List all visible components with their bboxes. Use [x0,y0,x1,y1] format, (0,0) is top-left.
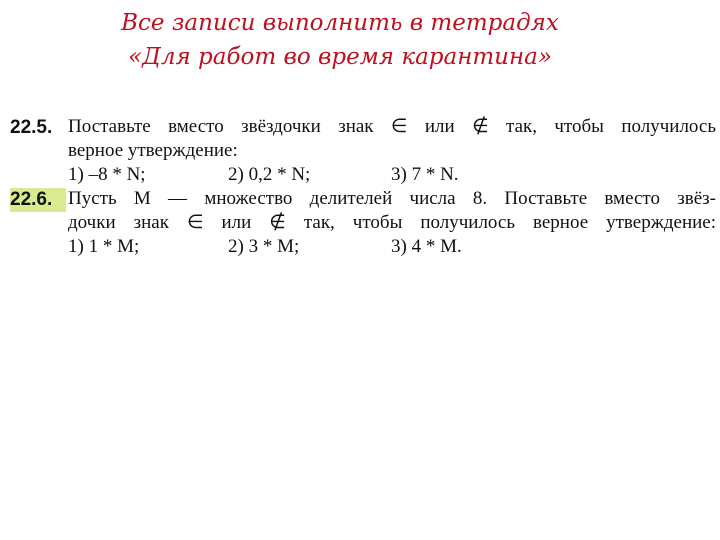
problem-item: 3) 7 * N. [391,164,459,185]
problem-text-line: верное утверждение: [68,140,238,161]
problem-item: 2) 0,2 * N; [228,164,311,185]
problem-items [68,235,716,259]
header-line-1: Все записи выполнить в тетрадях [121,10,559,36]
problem-item: 1) 1 * M; [68,236,140,257]
problem-text-line: Пусть M — множество делителей числа 8. Поставьте вместо звёз- [68,188,716,209]
problem-item: 2) 3 * M; [228,236,300,257]
problem-list [10,115,716,259]
problem-text-line: дочки знак ∈ или ∉ так, чтобы получилось верное утверждение: [68,212,716,233]
problem-number: 22.5. [10,117,53,138]
assignment-header [0,6,680,74]
problem-item: 1) –8 * N; [68,164,146,185]
problem-text-line: Поставьте вместо звёздочки знак ∈ или ∉ так, чтобы получилось [68,116,716,137]
header-line-2: «Для работ во время карантина» [128,44,552,70]
problem-item: 3) 4 * M. [391,236,462,257]
problem-text [68,187,716,259]
problem-items [68,163,716,187]
problem-text [68,115,716,187]
problem-22-5 [10,115,716,187]
problem-number-highlighted: 22.6. [10,188,66,212]
problem-22-6 [10,187,716,259]
